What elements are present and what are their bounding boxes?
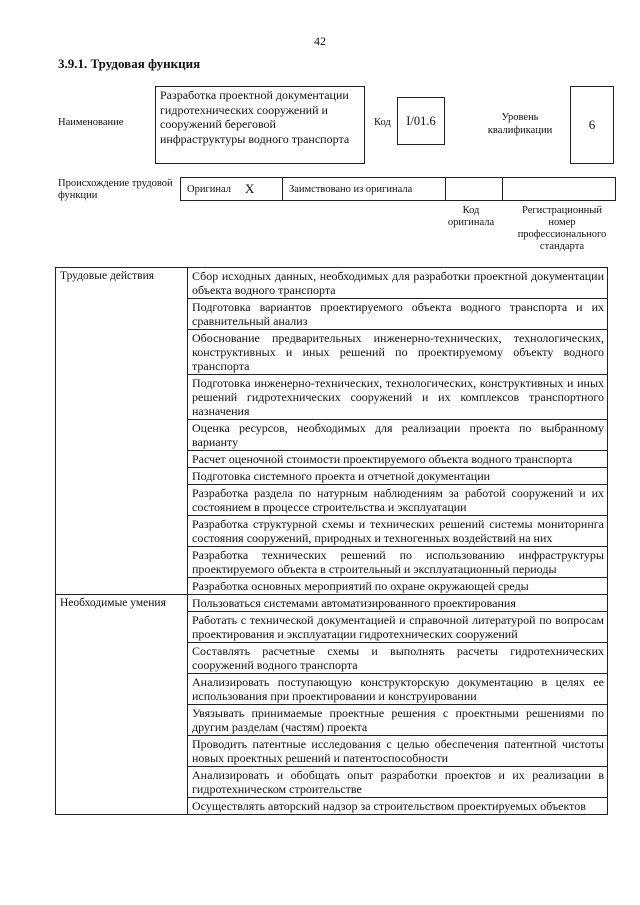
section-item: Разработка раздела по натурным наблюдениям за работой сооружений и их состоянием в процессе строительства и эксплуатации — [188, 485, 608, 516]
function-name-box: Разработка проектной документации гидротехнических сооружений и сооружений береговой инфраструктуры водного транспорта — [155, 86, 365, 164]
level-value: 6 — [570, 86, 614, 164]
section-item: Пользоваться системами автоматизированного проектирования — [188, 595, 608, 612]
section-item: Анализировать и обобщать опыт разработки проектов и их реализации в гидротехническом строительстве — [188, 767, 608, 798]
code-value: I/01.6 — [397, 97, 445, 145]
original-cell — [181, 178, 283, 200]
section-item: Подготовка вариантов проектируемого объекта водного транспорта и их сравнительный анализ — [188, 299, 608, 330]
code-original-cell — [446, 178, 503, 200]
section-item: Сбор исходных данных, необходимых для разработки проектной документации объекта водного транспорта — [188, 268, 608, 299]
section-item: Разработка основных мероприятий по охране окружающей среды — [188, 578, 608, 595]
code-label: Код — [374, 117, 391, 128]
table-row — [56, 595, 608, 612]
section-item: Подготовка системного проекта и отчетной документации — [188, 468, 608, 485]
section-item: Разработка технических решений по использованию инфраструктуры проектируемого объекта в строительный и эксплуатационный периоды — [188, 547, 608, 578]
section-item: Составлять расчетные схемы и выполнять расчеты гидротехнических сооружений водного транспорта — [188, 643, 608, 674]
section-item: Работать с технической документацией и справочной литературой по вопросам проектирования и эксплуатации гидротехнических сооружений — [188, 612, 608, 643]
original-label: Оригинал — [187, 183, 231, 195]
origin-label: Происхождение трудовой функции — [58, 178, 173, 201]
section-item: Оценка ресурсов, необходимых для реализации проекта по выбранному варианту — [188, 420, 608, 451]
table-row — [56, 268, 608, 299]
section-item: Подготовка инженерно-технических, технологических, конструктивных и иных решений гидротехнических сооружений и их комплексов транспортного назначения — [188, 375, 608, 420]
section-category: Трудовые действия — [56, 268, 188, 595]
borrowed-label: Заимствовано из оригинала — [289, 183, 413, 195]
level-label: Уровень квалификации — [487, 112, 553, 136]
section-item: Проводить патентные исследования с целью обеспечения патентной чистоты новых проектных решений и патентоспособности — [188, 736, 608, 767]
function-table — [55, 267, 608, 815]
section-title: 3.9.1. Трудовая функция — [58, 56, 201, 71]
name-label: Наименование — [58, 117, 124, 128]
reg-number-label: Регистрационный номер профессионального стандарта — [517, 205, 607, 252]
original-mark: X — [245, 181, 255, 196]
section-item: Разработка структурной схемы и технических решений системы мониторинга состояния сооружений, природных и техногенных воздействий на них — [188, 516, 608, 547]
section-item: Анализировать поступающую конструкторскую документацию в целях ее использования при проектировании и конструировании — [188, 674, 608, 705]
origin-row — [180, 177, 616, 201]
page-number: 42 — [314, 34, 326, 48]
section-category: Необходимые умения — [56, 595, 188, 815]
section-item: Расчет оценочной стоимости проектируемого объекта водного транспорта — [188, 451, 608, 468]
section-item: Увязывать принимаемые проектные решения с проектными решениями по другим разделам (частям) проекта — [188, 705, 608, 736]
borrowed-cell — [283, 178, 446, 200]
reg-number-cell — [503, 178, 615, 200]
code-original-label: Код оригинала — [447, 205, 495, 228]
section-item: Обоснование предварительных инженерно-технических, технологических, конструктивных и иных решений по проектируемому объекту водного транспорта — [188, 330, 608, 375]
function-table-body — [56, 268, 608, 815]
section-item: Осуществлять авторский надзор за строительством проектируемых объектов — [188, 798, 608, 815]
